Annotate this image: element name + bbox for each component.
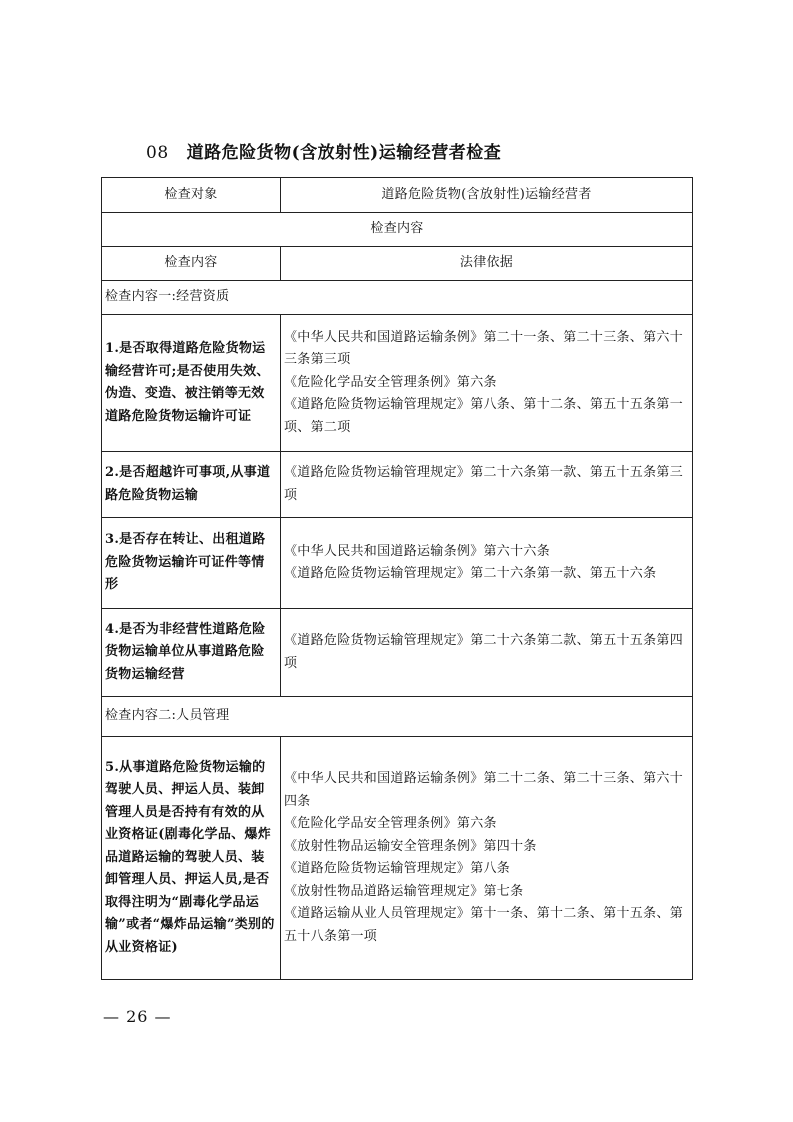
basis-cell	[281, 737, 693, 980]
basis-line: 《道路危险货物运输管理规定》第二十六条第一款、第五十六条	[284, 566, 657, 581]
page-number: — 26 —	[103, 1007, 172, 1026]
row-column-headers	[102, 247, 693, 281]
basis-line: 《道路危险货物运输管理规定》第二十六条第一款、第五十五条第三项	[284, 465, 684, 503]
title-number: 08	[146, 143, 169, 163]
inspection-table	[101, 177, 693, 980]
basis-line: 《道路运输从业人员管理规定》第十一条、第十二条、第十五条、第五十八条第一项	[284, 906, 684, 944]
basis-cell	[281, 609, 693, 697]
row-content-header	[102, 213, 693, 247]
basis-line: 《放射性物品道路运输管理规定》第七条	[284, 883, 524, 899]
column-header-content: 检查内容	[102, 247, 281, 281]
object-label-cell: 检查对象	[102, 178, 281, 213]
basis-cell	[281, 315, 693, 452]
section-row	[102, 281, 693, 315]
basis-line: 《危险化学品安全管理条例》第六条	[284, 374, 497, 390]
item-cell: 2.是否超越许可事项,从事道路危险货物运输	[102, 452, 281, 518]
basis-line: 《道路危险货物运输管理规定》第二十六条第二款、第五十五条第四项	[284, 633, 684, 671]
content-header-cell: 检查内容	[102, 213, 693, 247]
section-row	[102, 697, 693, 737]
table-row	[102, 452, 693, 518]
basis-line: 《放射性物品运输安全管理条例》第四十条	[284, 838, 537, 854]
section-heading: 检查内容二:人员管理	[102, 697, 693, 737]
item-cell: 4.是否为非经营性道路危险货物运输单位从事道路危险货物运输经营	[102, 609, 281, 697]
table-row	[102, 518, 693, 609]
page-title	[146, 138, 501, 163]
basis-line: 《道路危险货物运输管理规定》第八条	[284, 861, 511, 876]
title-text: 道路危险货物(含放射性)运输经营者检查	[186, 143, 502, 163]
table-row	[102, 609, 693, 697]
basis-line: 《道路危险货物运输管理规定》第八条、第十二条、第五十五条第一项、第二项	[284, 397, 684, 435]
table-row	[102, 737, 693, 980]
table-row	[102, 315, 693, 452]
item-cell: 5.从事道路危险货物运输的驾驶人员、押运人员、装卸管理人员是否持有有效的从业资格证(剧毒化学品、爆炸品道路运输的驾驶人员、装卸管理人员、押运人员,是否取得注明为“剧毒化学品运输”或者“爆炸品运输”类别的从业资格证)	[102, 737, 281, 980]
basis-line: 《危险化学品安全管理条例》第六条	[284, 816, 497, 831]
basis-cell	[281, 452, 693, 518]
basis-line: 《中华人民共和国道路运输条例》第二十二条、第二十三条、第六十四条	[284, 771, 684, 809]
section-heading: 检查内容一:经营资质	[102, 281, 693, 315]
row-inspection-object	[102, 178, 693, 213]
item-cell: 3.是否存在转让、出租道路危险货物运输许可证件等情形	[102, 518, 281, 609]
basis-line: 《中华人民共和国道路运输条例》第六十六条	[284, 543, 551, 559]
object-value-cell: 道路危险货物(含放射性)运输经营者	[281, 178, 693, 213]
item-cell: 1.是否取得道路危险货物运输经营许可;是否使用失效、伪造、变造、被注销等无效道路危险货物运输许可证	[102, 315, 281, 452]
basis-cell	[281, 518, 693, 609]
column-header-basis: 法律依据	[281, 247, 693, 281]
basis-line: 《中华人民共和国道路运输条例》第二十一条、第二十三条、第六十三条第三项	[284, 329, 684, 368]
